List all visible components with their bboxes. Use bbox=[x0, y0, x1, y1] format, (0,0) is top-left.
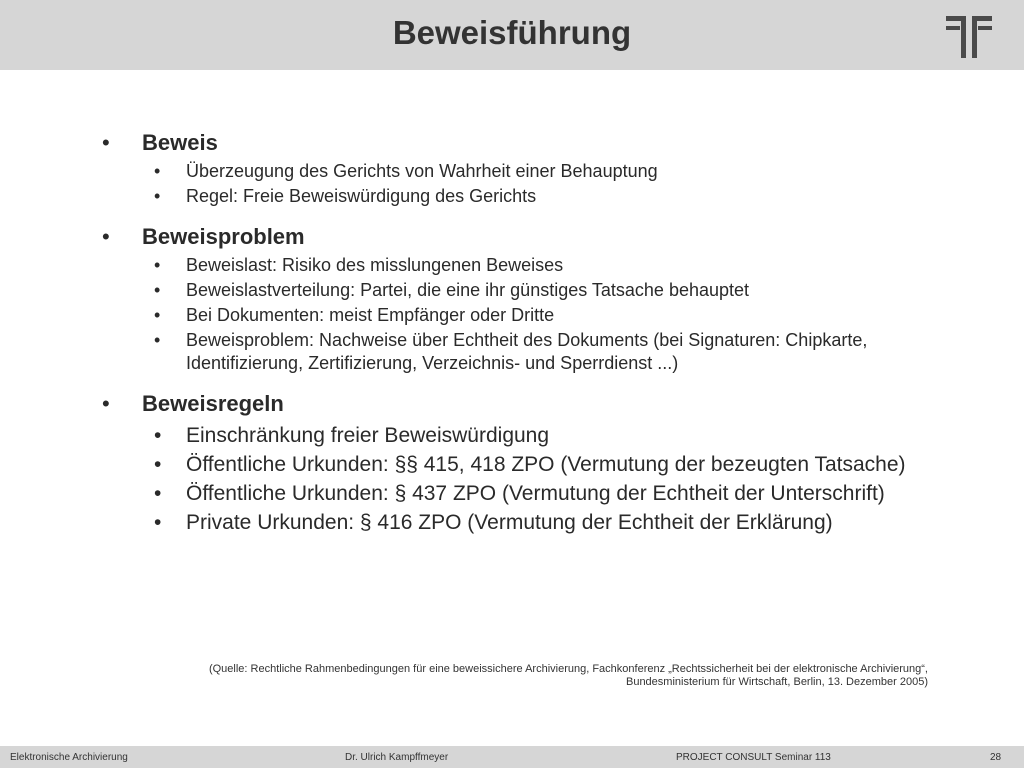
section-beweis bbox=[100, 128, 940, 208]
sub-bullet: • Öffentliche Urkunden: §§ 415, 418 ZPO (Vermutung der bezeugten Tatsache) bbox=[100, 453, 940, 477]
section-beweisregeln bbox=[100, 389, 940, 535]
footer-seminar: PROJECT CONSULT Seminar 113 bbox=[676, 752, 831, 763]
footer-author: Dr. Ulrich Kampffmeyer bbox=[345, 752, 449, 763]
footer-course: Elektronische Archivierung bbox=[10, 752, 128, 763]
sub-bullet: • Beweislast: Risiko des misslungenen Beweises bbox=[100, 254, 940, 277]
sub-bullet: • Bei Dokumenten: meist Empfänger oder Dritte bbox=[100, 304, 940, 327]
section-beweisproblem bbox=[100, 222, 940, 375]
sub-bullet: • Beweisproblem: Nachweise über Echtheit des Dokuments (bei Signaturen: Chipkarte, Identifizierung, Zertifizierung, Verzeichnis- und Sperrdienst ...) bbox=[100, 329, 940, 375]
slide-header bbox=[0, 0, 1024, 70]
sub-bullet: • Private Urkunden: § 416 ZPO (Vermutung der Echtheit der Erklärung) bbox=[100, 511, 940, 535]
slide-content bbox=[100, 128, 940, 549]
page-number: 28 bbox=[990, 752, 1002, 763]
sub-bullet: • Beweislastverteilung: Partei, die eine ihr günstiges Tatsache behauptet bbox=[100, 279, 940, 302]
sub-bullet: • Überzeugung des Gerichts von Wahrheit einer Behauptung bbox=[100, 160, 940, 183]
source-line: (Quelle: Rechtliche Rahmenbedingungen für eine beweissichere Archivierung, Fachkonferenz „Rechtssicherheit bei der elektronische Archivierung“, bbox=[208, 663, 928, 675]
bullet-heading: • Beweisregeln bbox=[100, 389, 940, 419]
sub-bullet: • Einschränkung freier Beweiswürdigung bbox=[100, 424, 940, 448]
source-line: Bundesministerium für Wirtschaft, Berlin, 13. Dezember 2005) bbox=[625, 676, 928, 688]
slide-title: Beweisführung bbox=[392, 14, 632, 51]
project-consult-logo-icon bbox=[944, 14, 994, 58]
source-citation bbox=[120, 663, 928, 689]
slide-footer bbox=[0, 746, 1024, 768]
sub-bullet: • Öffentliche Urkunden: § 437 ZPO (Vermutung der Echtheit der Unterschrift) bbox=[100, 482, 940, 506]
sub-bullet: • Regel: Freie Beweiswürdigung des Gerichts bbox=[100, 185, 940, 208]
bullet-heading: • Beweis bbox=[100, 128, 940, 158]
bullet-heading: • Beweisproblem bbox=[100, 222, 940, 252]
